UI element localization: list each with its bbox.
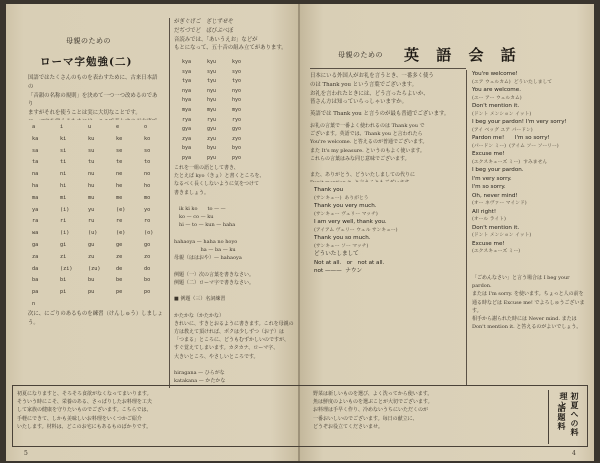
youon-row	[182, 87, 282, 97]
left-header-small: 母親のための	[66, 37, 111, 45]
syllable-cell: (zi)	[60, 265, 73, 272]
youon-row	[182, 116, 282, 126]
phrase-line: Not at all. or not at all.	[314, 259, 385, 266]
romaji-row	[32, 216, 172, 228]
syllable-cell: ki	[60, 135, 67, 142]
romaji-row	[32, 157, 172, 169]
phrase-line: All right!	[472, 208, 497, 215]
syllable-cell: zu	[88, 253, 95, 260]
syllable-cell: ne	[116, 171, 123, 178]
syllable-cell: a	[32, 124, 36, 130]
youon-row	[182, 58, 282, 68]
syllable-cell: te	[116, 159, 123, 166]
bottom-box-title-1: 初夏への料理と	[559, 392, 580, 437]
phrase-line: You're welcome!	[472, 71, 518, 77]
syllable-cell: (e)	[116, 230, 126, 237]
syllable-cell: zi	[60, 253, 67, 260]
syllable-cell: ta	[32, 159, 39, 166]
syllable-cell: hyo	[232, 97, 242, 104]
phrase-line: (ユー アー ウェルカム)	[472, 95, 522, 101]
syllable-cell: wa	[32, 230, 39, 237]
syllable-cell: do	[144, 265, 151, 272]
syllable-cell: to	[144, 159, 151, 166]
syllable-cell: nyu	[207, 87, 217, 94]
left-col2-intro: がぎぐげご ざじずぜぞ だぢづでど ばびぶべぼ 音読みでは、「あいうえお」などが もとになって、五十音の組み立てがあります。	[174, 19, 287, 52]
syllable-cell: pyu	[207, 154, 217, 161]
syllable-cell: de	[116, 265, 123, 272]
syllable-cell: pe	[116, 289, 123, 296]
syllable-cell: tyu	[207, 78, 217, 85]
syllable-cell: tya	[182, 78, 192, 85]
syllable-cell: sya	[182, 68, 192, 75]
syllable-cell: hya	[182, 97, 192, 104]
right-header-title: 英 語 会 話	[404, 46, 522, 64]
syllable-cell: su	[88, 147, 95, 154]
romaji-row	[32, 193, 172, 205]
syllable-cell: syo	[232, 68, 242, 75]
bottom-box-title-panel	[548, 390, 584, 444]
left-col2-text: これを一組の語として書き、 たとえば kyo（きょ）と書くところを、 なるべく長くしないように気をつけて 書きましょう。 ik ki ko to — — ko — co — ku hi — to — kun — haha hahaoya — haha no hoyo ha — ba — ku 母親（ははおや）— hahaoya 例題（一）次の言葉を書きなさい。 例題（二）ローマ字で書きなさい。 ■ 例題（三）名詞練習 かたかな（かたかな） きれいに、すきとおるように書きます。これを母親の 方は教えて頂ければ、ボクは少しずつ（お子）は 「つまる」ところに、どうもむずかしいのですが、 すぐ覚えてしまいます。カタカナ、ローマ字、 大きいところ、やさしいところです。 hiragana — ひらがな katakana — かたかな	[174, 165, 294, 385]
right-col1-body: お礼の言葉で一番よく使われるのは Thank you で ございます。英語では、Thank you と言われたら You're welcome. と答えるのが普通でございます。 また It's my pleasure. というのもよく使います。 これらの言葉はみな同じ意味でございます。 また、ありがとう、どういたしましての代りに	[310, 123, 428, 179]
syllable-cell: be	[116, 277, 123, 284]
syllable-cell: ra	[32, 218, 39, 225]
right-header-rule	[310, 68, 466, 69]
syllable-cell: mi	[60, 194, 67, 201]
youon-row	[182, 135, 282, 145]
syllable-cell: gya	[182, 126, 192, 133]
syllable-cell: yu	[88, 206, 95, 213]
syllable-cell: yo	[144, 206, 151, 213]
romaji-row	[32, 287, 172, 299]
page-number-right: 4	[572, 450, 576, 457]
syllable-cell: ho	[144, 182, 151, 189]
syllable-cell: ma	[32, 194, 39, 201]
syllable-cell: ba	[32, 277, 39, 284]
syllable-cell: (e)	[116, 206, 126, 213]
syllable-cell: (zu)	[88, 265, 101, 272]
syllable-cell: sa	[32, 147, 39, 154]
syllable-cell: ka	[32, 135, 39, 142]
bottom-box-left-text: 初夏になりますと、そろそろ食欲がなくなってまいります。 そういう時にこそ、栄養のある、さっぱりしたお料理を工夫 して家族の健康を守りたいものでございます。こちらでは、 手軽にできて、しかも美味しいお料理をいくつかご紹介 いたします。材料は、どこのお宅にもあるものばかりです。	[17, 391, 152, 430]
phrase-line: Pardon me! I'm so sorry!	[472, 135, 550, 141]
syllable-cell: no	[144, 171, 151, 178]
syllable-cell: kya	[182, 59, 192, 65]
romaji-row	[32, 122, 172, 134]
syllable-cell: myu	[207, 106, 217, 113]
syllable-cell: syu	[207, 68, 217, 75]
syllable-cell: gyo	[232, 126, 242, 133]
phrase-line: You are welcome.	[472, 87, 521, 93]
phrase-line: I beg your pardon! I'm very sorry!	[472, 119, 567, 125]
syllable-cell: byu	[207, 145, 217, 152]
phrase-line: I'm so sorry.	[472, 184, 506, 191]
syllable-cell: ze	[116, 253, 123, 260]
syllable-cell: ku	[88, 135, 95, 142]
syllable-cell: da	[32, 265, 39, 272]
syllable-cell: tyo	[232, 78, 242, 85]
syllable-cell: pi	[60, 289, 67, 296]
youon-row	[182, 68, 282, 78]
youon-row	[182, 154, 282, 164]
phrase-line: (サンキュー ソー マッチ)	[314, 243, 369, 249]
phrase-line: (ユア ウェルカム) どういたしまして	[472, 79, 553, 85]
phrase-line: (サンキュー ヴェリー マッチ)	[314, 211, 378, 217]
phrase-line: (エクスキューズ ミー) すみません	[472, 159, 548, 165]
phrase-line: I beg your pardon.	[472, 167, 524, 173]
syllable-cell: hu	[88, 182, 95, 189]
youon-row	[182, 77, 282, 87]
syllable-cell: mya	[182, 106, 192, 113]
syllable-cell: mo	[144, 194, 151, 201]
phrase-line: どういたしまして	[314, 251, 359, 257]
right-header-small: 母親のための	[338, 51, 383, 59]
phrase-line: Thank you	[314, 187, 344, 193]
syllable-cell: mu	[88, 194, 95, 201]
youon-row	[182, 125, 282, 135]
syllable-cell: bu	[88, 277, 95, 284]
syllable-cell: kyo	[232, 59, 242, 65]
syllable-cell: gu	[88, 241, 95, 248]
syllable-cell: ti	[60, 159, 67, 166]
phrase-line: I'm very sorry.	[472, 175, 512, 182]
syllable-cell: (i)	[60, 206, 70, 213]
syllable-cell: nyo	[232, 87, 242, 94]
syllable-cell: zya	[182, 135, 192, 142]
phrase-line: I am very well, thank you.	[314, 219, 387, 225]
syllable-cell: si	[60, 147, 67, 154]
romaji-row	[32, 205, 172, 217]
phrase-line: not ——— ナウン	[314, 268, 363, 275]
left-column-divider	[169, 18, 170, 388]
phrase-line: Excuse me!	[472, 151, 505, 157]
bottom-box-title-2: 話題料	[557, 404, 567, 431]
phrase-line: (オール ライト)	[472, 217, 506, 223]
phrase-line: Thank you so much.	[314, 235, 371, 241]
right-column-divider	[466, 70, 467, 386]
romaji-row	[32, 299, 172, 311]
syllable-cell: na	[32, 171, 39, 178]
syllable-cell: bo	[144, 277, 151, 284]
right-col1-intro: 日本にいる外国人がお礼を言うとき、一番多く使う のは Thank you という言葉でございます。 お礼を言われたときには、どう言ったらよいか、 皆さん方は知っていらっしゃいますか。	[310, 73, 434, 106]
romaji-row	[32, 134, 172, 146]
syllable-cell: ryo	[232, 116, 242, 123]
phrase-line: (アイ ベッグ ユア パードン)	[472, 127, 533, 133]
syllable-cell: se	[116, 147, 123, 154]
bottom-box-right-text: 野菜は新しいものを選び、よく洗ってから使います。 魚は鮮度のよいものを選ぶことが大切でございます。 お料理は手早く作り、冷めないうちにいただくのが 一番おいしいのでございます。毎日の献立に、 どうぞお役立てくださいませ。	[313, 391, 433, 430]
left-header-title: ローマ字勉強(二)	[40, 56, 133, 68]
phrase-line: Oh, never mind!	[472, 192, 518, 199]
phrase-line: Thank you very much.	[314, 203, 377, 209]
romaji-row	[32, 275, 172, 287]
phrase-line: (アイアム ヴェリー ウェル サンキュー)	[314, 227, 398, 233]
syllable-cell: re	[116, 218, 123, 225]
syllable-cell: bi	[60, 277, 67, 284]
syllable-cell: ga	[32, 241, 39, 248]
syllable-cell: ri	[60, 218, 67, 225]
syllable-cell: pu	[88, 289, 95, 296]
syllable-cell: (u)	[88, 230, 98, 237]
syllable-cell: zyu	[207, 135, 217, 142]
syllable-cell: he	[116, 182, 123, 189]
syllable-cell: myo	[232, 106, 242, 113]
bottom-recipe-box	[12, 385, 588, 447]
syllable-cell: ko	[144, 135, 151, 142]
romaji-row	[32, 169, 172, 181]
right-col1-sub: 英語では Thank you と言うのが最も普通でございます。	[310, 111, 450, 117]
syllable-cell: byo	[232, 145, 242, 152]
syllable-cell: pya	[182, 154, 192, 161]
romaji-row	[32, 252, 172, 264]
syllable-cell: ke	[116, 135, 123, 142]
syllable-cell: pyo	[232, 154, 242, 161]
magazine-spread	[6, 4, 594, 461]
youon-row	[182, 144, 282, 154]
youon-row	[182, 106, 282, 116]
romaji-row	[32, 240, 172, 252]
phrase-line: Excuse me!	[472, 240, 505, 247]
romaji-row	[32, 181, 172, 193]
phrase-line: (ドント メンション イット)	[472, 233, 532, 239]
syllable-cell: tu	[88, 159, 95, 166]
syllable-cell: ni	[60, 171, 67, 178]
syllable-cell: me	[116, 194, 123, 201]
syllable-cell: u	[88, 124, 92, 130]
phrase-line: (サンキュー) ありがとう	[314, 195, 369, 201]
syllable-cell: ro	[144, 218, 151, 225]
syllable-cell: hyu	[207, 97, 217, 104]
phrase-line: (エクスキューズ ミー)	[472, 249, 521, 255]
left-intro-text: 国語ではたくさんのものを表わすために、古来日本語の 「音韻の名称の規則」を決めて一つ一つ改めるのであり ますがそれを使うことは実に大切なことです。	[28, 75, 158, 117]
syllable-cell: gi	[60, 241, 67, 248]
syllable-cell: i	[60, 124, 64, 130]
syllable-cell: hi	[60, 182, 67, 189]
syllable-cell: go	[144, 241, 151, 248]
phrase-line: Don't mention it.	[472, 103, 520, 109]
syllable-cell: pa	[32, 289, 39, 296]
syllable-cell: e	[116, 124, 120, 130]
syllable-cell: o	[144, 124, 148, 130]
romaji-row	[32, 264, 172, 276]
syllable-cell: zyo	[232, 135, 242, 142]
romaji-table	[32, 122, 172, 311]
syllable-cell: po	[144, 289, 151, 296]
romaji-row	[32, 228, 172, 240]
syllable-cell: ha	[32, 182, 39, 189]
youon-row	[182, 96, 282, 106]
syllable-cell: ru	[88, 218, 95, 225]
right-col2-body: 「ごめんなさい」と言う場合は I beg your pardon. または I'm sorry. を使います。ちょっと人の前を 通る時などは Excuse me! でよろしゅうございます。 相手から謝られた時には Never mind. または Don't mention it. と答えるのがよいでしょう。	[472, 275, 585, 331]
syllable-cell: nu	[88, 171, 95, 178]
right-col1-phrases	[314, 186, 464, 386]
syllable-cell: ya	[32, 206, 39, 213]
right-col2-phrases	[472, 70, 590, 270]
syllable-cell: gyu	[207, 126, 217, 133]
romaji-row	[32, 146, 172, 158]
syllable-cell: za	[32, 253, 39, 260]
page-number-left: 5	[24, 450, 28, 457]
phrase-line: (パードン ミー) (アイム ソー ソーリー)	[472, 143, 559, 149]
syllable-cell: n	[32, 300, 36, 307]
phrase-line: (オー ネヴァー マインド)	[472, 201, 527, 207]
youon-table	[182, 58, 282, 164]
syllable-cell: (o)	[144, 230, 154, 237]
phrase-line: (ドント メンション イット)	[472, 111, 532, 117]
syllable-cell: bya	[182, 145, 192, 152]
romaji-note: 次に、にごりのあるものを練習（けんしゅう）しましょう。	[28, 311, 163, 326]
phrase-line: Don't mention it.	[472, 224, 520, 231]
syllable-cell: rya	[182, 116, 192, 123]
syllable-cell: kyu	[207, 59, 217, 65]
syllable-cell: nya	[182, 87, 192, 94]
syllable-cell: so	[144, 147, 151, 154]
syllable-cell: (i)	[60, 230, 70, 237]
syllable-cell: ryu	[207, 116, 217, 123]
syllable-cell: ge	[116, 241, 123, 248]
syllable-cell: zo	[144, 253, 151, 260]
